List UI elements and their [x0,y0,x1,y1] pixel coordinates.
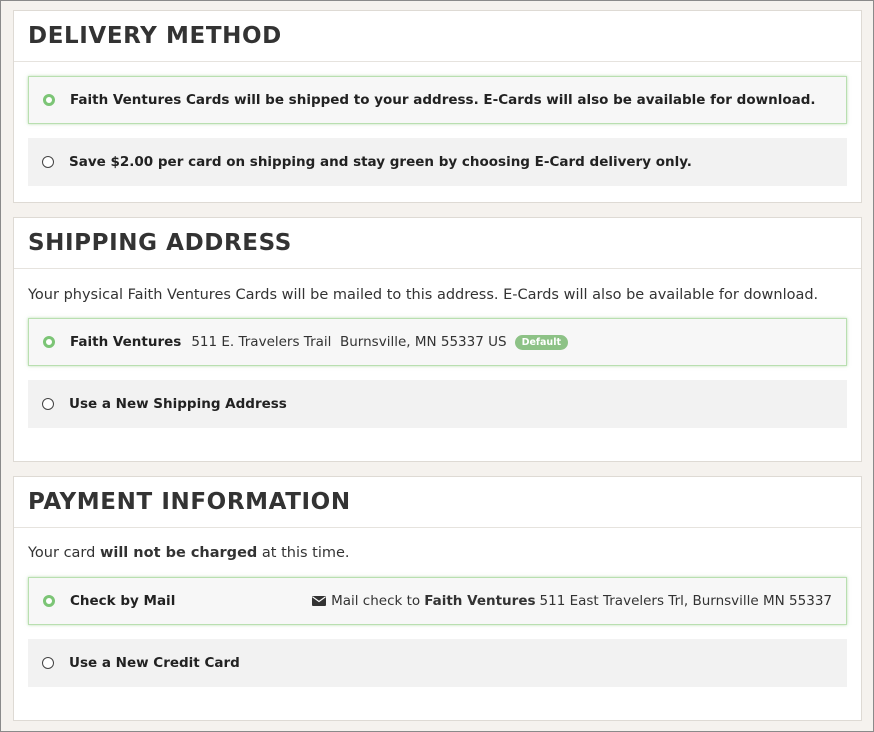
delivery-method-section [13,10,862,203]
option-label: Faith Ventures Cards will be shipped to your address. E-Cards will also be available for download. [70,92,816,108]
payment-intro [28,545,847,561]
option-label: Check by Mail [70,593,176,609]
delivery-option-ecard[interactable] [28,138,847,186]
address-text: 511 E. Travelers Trail Burnsville, MN 55337 US [191,334,507,350]
shipping-intro: Your physical Faith Ventures Cards will be mailed to this address. E-Cards will also be available for download. [28,287,819,303]
shipping-address-section [13,217,862,462]
mail-check-info [312,578,832,624]
payment-option-check[interactable] [28,577,847,625]
intro-pre: Your card [28,545,96,561]
radio-selected-icon[interactable] [43,94,55,106]
payment-information-section [13,476,862,721]
intro-bold: will not be charged [99,545,258,561]
info-bold: Faith Ventures [424,593,536,609]
radio-selected-icon[interactable] [43,595,55,607]
shipping-option-default[interactable] [28,318,847,366]
info-post: 511 East Travelers Trl, Burnsville MN 55337 [539,593,832,609]
section-title: SHIPPING ADDRESS [14,218,861,269]
intro-post: at this time. [261,545,350,561]
info-pre: Mail check to [331,593,421,609]
envelope-icon [312,596,326,606]
shipping-option-new[interactable] [28,380,847,428]
option-label: Save $2.00 per card on shipping and stay green by choosing E-Card delivery only. [69,154,692,170]
delivery-option-ship[interactable] [28,76,847,124]
default-badge: Default [515,335,568,350]
section-title: DELIVERY METHOD [14,11,861,62]
radio-icon[interactable] [42,657,54,669]
option-label: Use a New Credit Card [69,655,240,671]
payment-option-credit-card[interactable] [28,639,847,687]
option-label: Use a New Shipping Address [69,396,287,412]
address-name: Faith Ventures [70,334,182,350]
radio-icon[interactable] [42,398,54,410]
section-title: PAYMENT INFORMATION [14,477,861,528]
radio-selected-icon[interactable] [43,336,55,348]
radio-icon[interactable] [42,156,54,168]
